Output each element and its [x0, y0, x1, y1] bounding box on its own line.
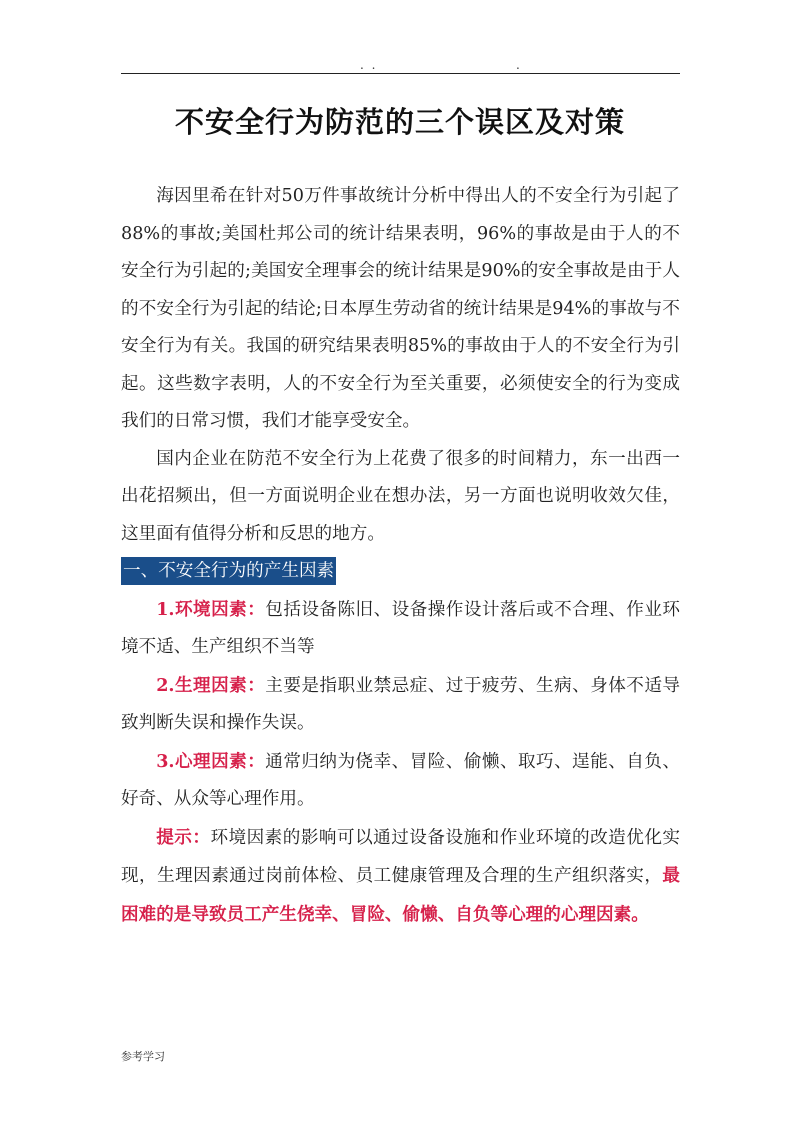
- header-dots-left: . .: [360, 58, 378, 72]
- paragraph-statistics: 海因里希在针对50万件事故统计分析中得出人的不安全行为引起了88%的事故;美国杜邦公司的统计结果表明，96%的事故是由于人的不安全行为引起的;美国安全理事会的统计结果是90%的安全事故是由于人的不安全行为引起的结论;日本厚生劳动省的统计结果是94%的事故与不安全行为有关。我国的研究结果表明85%的事故由于人的不安全行为引起。这些数字表明，人的不安全行为至关重要，必须使安全的行为变成我们的日常习惯，我们才能享受安全。: [121, 186, 680, 431]
- header-marks: [360, 58, 522, 72]
- header-rule: [121, 73, 680, 74]
- paragraph-domestic: 国内企业在防范不安全行为上花费了很多的时间精力，东一出西一出花招频出，但一方面说明企业在想办法，另一方面也说明收效欠佳，这里面有值得分析和反思的地方。: [121, 448, 680, 544]
- factor-label: 1.环境因素：: [156, 598, 266, 620]
- header-dot-right: .: [516, 58, 522, 72]
- tip-emphasis: 最困难的是导致员工产生侥幸、冒险、偷懒、自负等心理的心理因素。: [121, 865, 680, 925]
- footer-note: 参考学习: [121, 1050, 165, 1063]
- factor-physiological: [121, 667, 680, 743]
- factor-text: 主要是指职业禁忌症、过于疲劳、生病、身体不适导致判断失误和操作失误。: [121, 675, 680, 733]
- document-body: [121, 178, 680, 934]
- factor-environment: [121, 591, 680, 667]
- section-heading-row: [121, 553, 680, 591]
- factor-label: 3.心理因素：: [156, 750, 266, 772]
- tip-text: 环境因素的影响可以通过设备设施和作业环境的改造优化实现，生理因素通过岗前体检、员工健康管理及合理的生产组织落实，: [121, 827, 680, 886]
- factor-text: 通常归纳为侥幸、冒险、偷懒、取巧、逞能、自负、好奇、从众等心理作用。: [121, 751, 680, 809]
- tip-paragraph: [121, 819, 680, 935]
- factor-psychological: [121, 743, 680, 819]
- factor-label: 2.生理因素：: [156, 674, 266, 696]
- page-title: 不安全行为防范的三个误区及对策: [174, 105, 625, 139]
- factor-text: 包括设备陈旧、设备操作设计落后或不合理、作业环境不适、生产组织不当等: [121, 599, 680, 657]
- section-heading: 一、不安全行为的产生因素: [121, 557, 336, 585]
- tip-label: 提示：: [156, 826, 211, 848]
